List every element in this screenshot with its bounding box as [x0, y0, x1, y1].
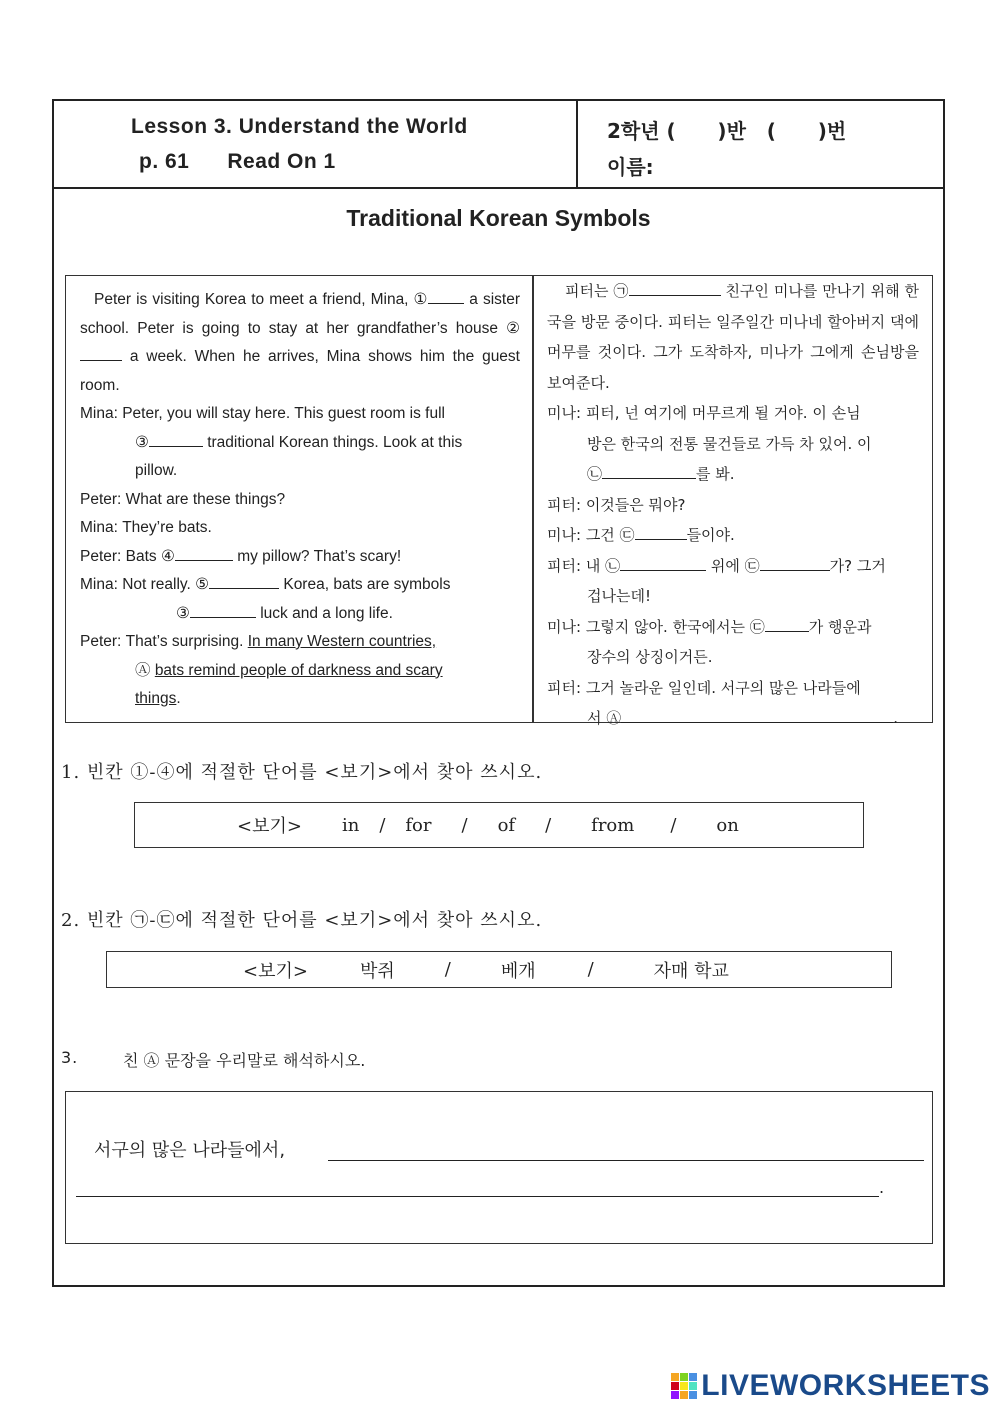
dialogue-text: 를 봐.: [696, 465, 735, 483]
dialogue-continuation: [547, 459, 919, 490]
name-label: 이름:: [607, 155, 654, 179]
logo-square: [680, 1391, 688, 1399]
blank-number: ③: [135, 433, 149, 451]
word-option: on: [716, 814, 739, 836]
dialogue-text: .: [893, 709, 899, 727]
word-option: 자매 학교: [653, 960, 729, 982]
dialogue-text: Peter, you will stay here. This guest room is full: [122, 405, 445, 422]
logo-text: LIVEWORKSHEETS: [701, 1369, 990, 1402]
dialogue-continuation: [80, 685, 520, 714]
speaker-label: 미나:: [547, 526, 586, 544]
dialogue-continuation: 방은 한국의 전통 물건들로 가득 차 있어. 이: [587, 434, 872, 453]
blank-digeut-2[interactable]: [760, 554, 830, 571]
dialogue-line: [80, 400, 520, 429]
english-intro-text-2: a sister school. Peter is going to stay at her grandfather’s house ②: [80, 291, 521, 337]
word-bank-label: <보기>: [237, 816, 302, 837]
lesson-title: Lesson 3. Understand the World: [131, 115, 468, 138]
underlined-sentence: bats remind people of darkness and scary: [154, 661, 443, 679]
blank-nieun[interactable]: [602, 462, 696, 479]
dialogue-text: Korea, bats are symbols: [279, 576, 451, 593]
english-intro-text-1: Peter is visiting Korea to meet a friend, Mina, ①: [94, 291, 429, 308]
separator: /: [670, 814, 677, 836]
korean-intro-text-2: 친구인 미나를 만나기 위해 한국을 방문 중이다. 피터는 일주일간 미나네 할아버지 댁에 머무를 것이다. 그가 도착하자, 미나가 그에게 손님방을 보여준다.: [547, 282, 919, 392]
dialogue-text: That’s surprising.: [125, 633, 248, 650]
dialogue-line: [547, 612, 919, 643]
dialogue-line: [547, 520, 919, 551]
dialogue-text: Not really. ⑤: [122, 576, 210, 593]
dialogue-text: 그렇지 않아. 한국에서는 ㉢: [585, 617, 765, 636]
speaker-label: 피터:: [547, 556, 586, 575]
dialogue-continuation: [80, 600, 520, 629]
logo-square: [689, 1373, 697, 1381]
blank-digeut[interactable]: [635, 523, 687, 540]
separator: /: [545, 814, 552, 836]
answer-box[interactable]: [65, 1091, 933, 1244]
blank-marker: ㉡: [587, 465, 603, 483]
korean-intro-text-1: 피터는 ㉠: [565, 282, 629, 300]
speaker-label: Mina:: [80, 519, 123, 536]
logo-square: [689, 1391, 697, 1399]
dialogue-text: 서 Ⓐ: [587, 709, 622, 727]
question-2: 2. 빈칸 ㉠-㉢에 적절한 단어를 <보기>에서 찾아 쓰시오.: [61, 910, 543, 931]
logo-square: [689, 1382, 697, 1390]
word-option: of: [497, 814, 516, 836]
blank-3[interactable]: [149, 430, 203, 447]
blank-digeut-3[interactable]: [765, 615, 809, 632]
dialogue-line: [80, 571, 520, 600]
blank-1[interactable]: [428, 287, 464, 304]
logo-mark-icon: [671, 1373, 697, 1399]
dialogue-text: 그건 ㉢: [585, 526, 635, 544]
logo-square: [680, 1382, 688, 1390]
speaker-label: Mina:: [80, 405, 123, 422]
liveworksheets-logo: [671, 1369, 990, 1403]
dialogue-line: [80, 514, 520, 543]
dialogue-continuation: [547, 703, 919, 734]
dialogue-text: They’re bats.: [122, 519, 212, 536]
word-option: from: [591, 814, 635, 836]
speaker-label: 미나:: [547, 404, 586, 422]
worksheet-title: Traditional Korean Symbols: [346, 205, 651, 231]
word-bank-2: [106, 951, 892, 988]
word-bank-label: <보기>: [243, 960, 308, 982]
blank-a[interactable]: [621, 706, 893, 723]
dialogue-continuation: [80, 657, 520, 686]
logo-square: [680, 1373, 688, 1381]
word-option: for: [405, 814, 432, 836]
logo-square: [671, 1391, 679, 1399]
answer-prefix: 서구의 많은 나라들에서,: [94, 1140, 286, 1161]
dialogue-text: traditional Korean things. Look at this: [202, 433, 463, 451]
dialogue-continuation: 겁나는데!: [587, 587, 651, 605]
blank-5[interactable]: [209, 572, 279, 589]
english-passage: [80, 286, 520, 714]
dialogue-line: [547, 551, 919, 582]
speaker-label: Peter:: [80, 633, 126, 650]
dialogue-line: [80, 486, 520, 515]
english-intro: [80, 286, 520, 400]
word-option: in: [341, 814, 360, 836]
blank-3b[interactable]: [190, 601, 256, 618]
speaker-label: Peter:: [80, 490, 126, 508]
dialogue-text: 피터, 넌 여기에 머무르게 될 거야. 이 손님: [585, 404, 861, 422]
separator: /: [379, 814, 386, 836]
dialogue-text: Bats ④: [125, 547, 175, 565]
korean-passage: [547, 276, 919, 734]
underlined-sentence: In many Western countries,: [247, 633, 437, 650]
answer-line-1[interactable]: [328, 1160, 924, 1161]
underlined-sentence: things: [135, 690, 177, 707]
english-intro-text-3: a week. When he arrives, Mina shows him the guest room.: [80, 348, 520, 394]
dialogue-line: [547, 673, 919, 704]
dialogue-text: 들이야.: [686, 526, 735, 544]
dialogue-line: [80, 628, 520, 657]
dialogue-text: 내 ㉡: [585, 556, 621, 575]
dialogue-text: 이것들은 뭐야?: [585, 495, 686, 514]
grade-class-number: 2학년 ( )반 ( )번: [607, 119, 847, 143]
speaker-label: Mina:: [80, 576, 123, 593]
story-box: [65, 275, 933, 727]
dialogue-line: [547, 490, 919, 521]
word-option: 박쥐: [359, 960, 395, 982]
dialogue-text: What are these things?: [125, 490, 286, 508]
logo-square: [671, 1373, 679, 1381]
dialogue-text: 위에 ㉢: [706, 556, 760, 575]
dialogue-text: my pillow? That’s scary!: [232, 547, 402, 565]
dialogue-line: [547, 398, 919, 429]
header-divider: [576, 101, 578, 189]
dialogue-text: 가? 그거: [829, 556, 886, 575]
separator: /: [587, 959, 594, 980]
speaker-label: 미나:: [547, 617, 586, 636]
separator: /: [444, 959, 451, 980]
dialogue-line: [80, 543, 520, 572]
separator: /: [461, 814, 468, 836]
page-reference: p. 61 Read On 1: [139, 150, 336, 173]
circled-a-marker: Ⓐ: [135, 661, 155, 679]
question-3-number: 3.: [61, 1048, 79, 1067]
question-1: 1. 빈칸 ①-④에 적절한 단어를 <보기>에서 찾아 쓰시오.: [61, 762, 543, 783]
logo-square: [671, 1382, 679, 1390]
question-3: 친 Ⓐ 문장을 우리말로 해석하시오.: [123, 1051, 366, 1070]
dialogue-text: luck and a long life.: [255, 604, 393, 622]
answer-line-2[interactable]: [76, 1196, 879, 1197]
answer-period: .: [879, 1178, 885, 1197]
dialogue-text: .: [176, 690, 181, 707]
dialogue-continuation: 장수의 상징이거든.: [587, 648, 713, 666]
dialogue-continuation: [80, 429, 520, 458]
blank-number: ③: [176, 604, 190, 622]
worksheet-header: [54, 101, 943, 189]
dialogue-text: 그거 놀라운 일인데. 서구의 많은 나라들에: [585, 678, 861, 697]
story-divider: [532, 276, 534, 722]
blank-nieun-2[interactable]: [620, 554, 706, 571]
speaker-label: 피터:: [547, 678, 586, 697]
blank-2[interactable]: [80, 344, 122, 361]
dialogue-text: 가 행운과: [808, 617, 872, 636]
blank-4[interactable]: [175, 544, 233, 561]
word-bank-1: [134, 802, 864, 848]
dialogue-continuation: pillow.: [135, 462, 178, 479]
korean-intro: [547, 276, 919, 398]
speaker-label: 피터:: [547, 495, 586, 514]
speaker-label: Peter:: [80, 547, 126, 565]
word-option: 베개: [500, 960, 536, 982]
blank-giyeok[interactable]: [629, 279, 721, 296]
